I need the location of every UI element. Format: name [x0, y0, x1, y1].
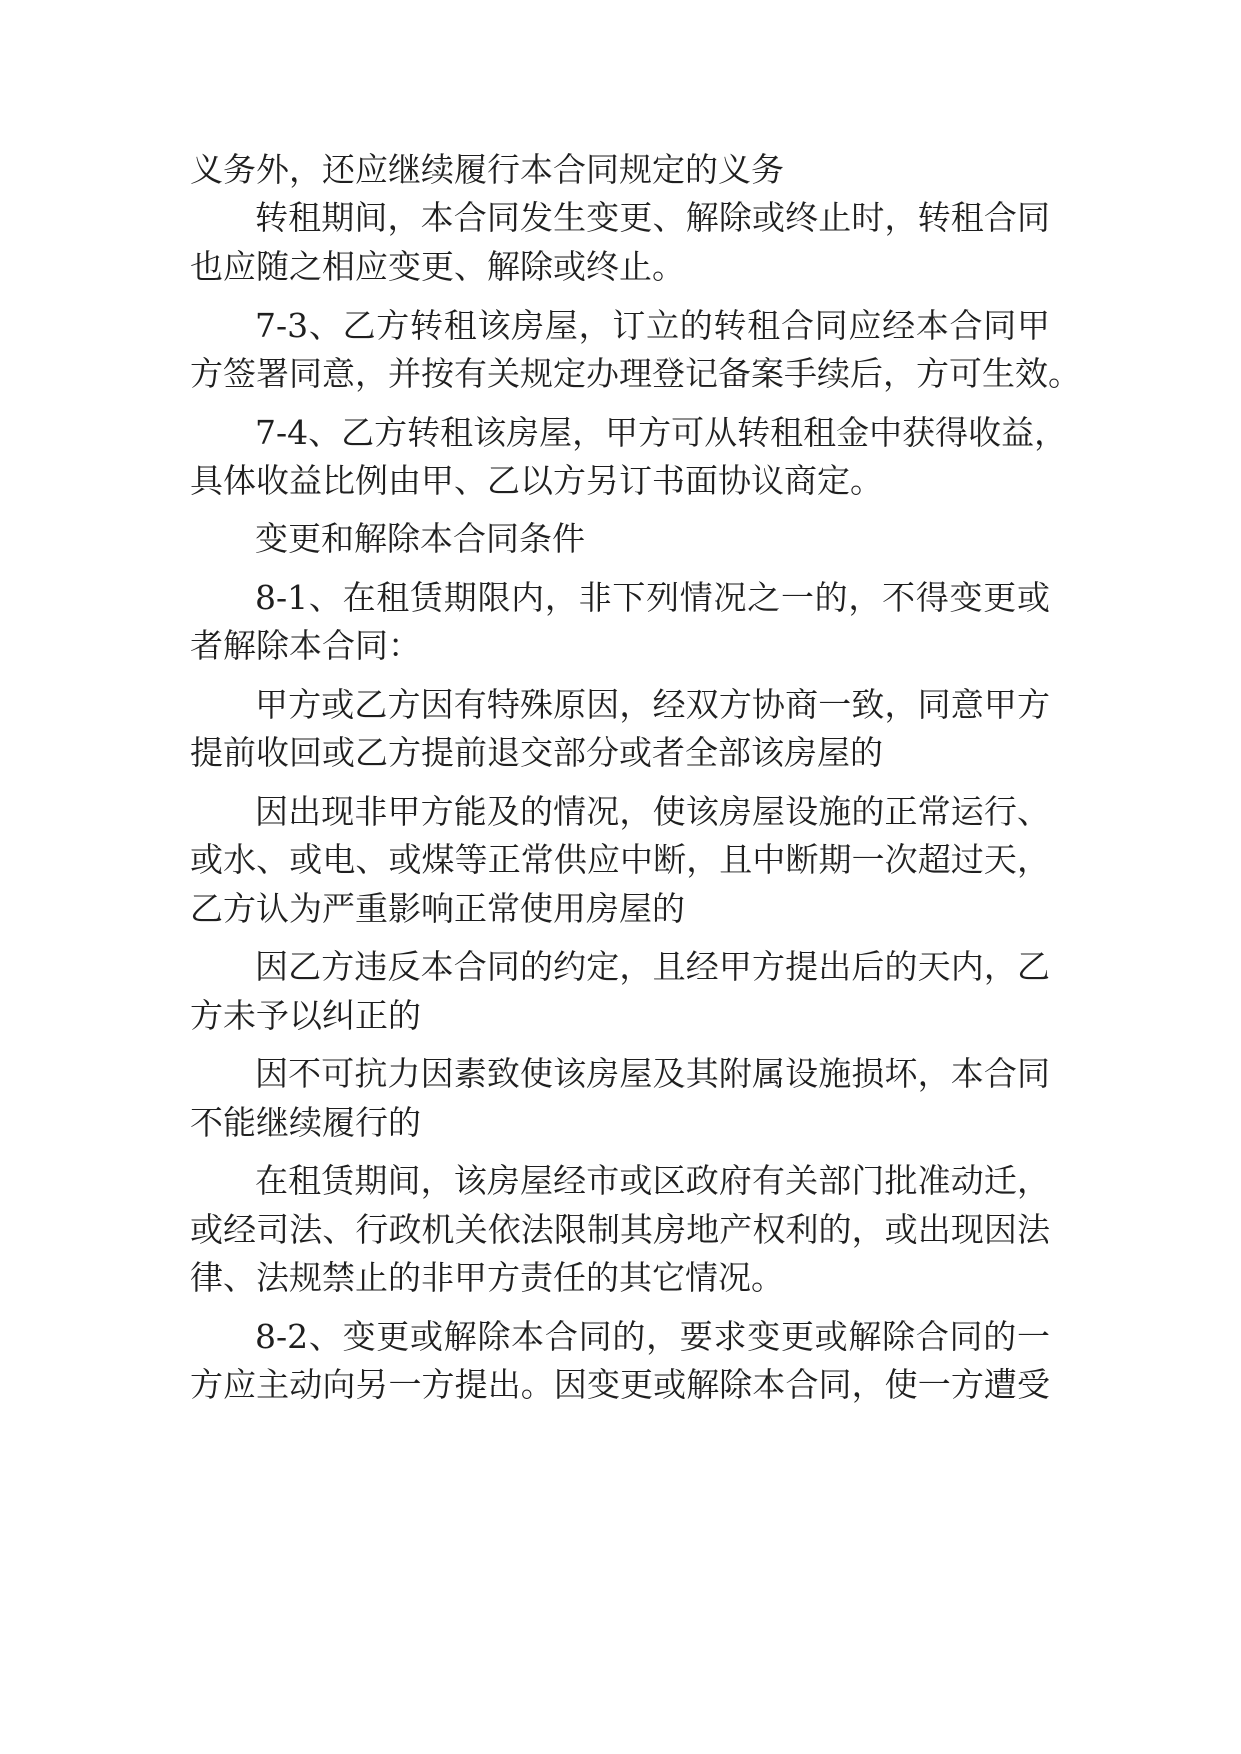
text-line: 在租赁期间，该房屋经市或区政府有关部门批准动迁， — [255, 1161, 1050, 1200]
text-line: 律、法规禁止的非甲方责任的其它情况。 — [190, 1258, 784, 1297]
text-line: 或水、或电、或煤等正常供应中断，且中断期一次超过天， — [190, 840, 1050, 879]
section-heading: 变更和解除本合同条件 — [255, 519, 585, 558]
text-line: 因出现非甲方能及的情况，使该房屋设施的正常运行、 — [255, 792, 1050, 831]
text-line: 不能继续履行的 — [190, 1103, 421, 1142]
text-line: 8-1、在租赁期限内，非下列情况之一的，不得变更或 — [255, 578, 1050, 617]
text-line: 或经司法、行政机关依法限制其房地产权利的，或出现因法 — [190, 1210, 1050, 1249]
text-line: 甲方或乙方因有特殊原因，经双方协商一致，同意甲方 — [255, 685, 1050, 724]
text-line: 7-4、乙方转租该房屋，甲方可从转租租金中获得收益， — [255, 413, 1068, 452]
text-line: 8-2、变更或解除本合同的，要求变更或解除合同的一 — [255, 1317, 1050, 1356]
text-line: 因乙方违反本合同的约定，且经甲方提出后的天内，乙 — [255, 947, 1050, 986]
text-line: 提前收回或乙方提前退交部分或者全部该房屋的 — [190, 733, 883, 772]
text-line: 也应随之相应变更、解除或终止。 — [190, 247, 685, 286]
text-line: 因不可抗力因素致使该房屋及其附属设施损坏，本合同 — [255, 1054, 1050, 1093]
text-line: 者解除本合同： — [190, 626, 421, 665]
text-line: 具体收益比例由甲、乙以方另订书面协议商定。 — [190, 461, 883, 500]
text-line: 7-3、乙方转租该房屋，订立的转租合同应经本合同甲 — [255, 306, 1050, 345]
text-line: 义务外，还应继续履行本合同规定的义务 — [190, 150, 784, 189]
text-line: 方应主动向另一方提出。因变更或解除本合同，使一方遭受 — [190, 1365, 1050, 1404]
text-line: 方未予以纠正的 — [190, 996, 421, 1035]
text-line: 乙方认为严重影响正常使用房屋的 — [190, 889, 685, 928]
text-line: 转租期间，本合同发生变更、解除或终止时，转租合同 — [255, 198, 1050, 237]
text-line: 方签署同意，并按有关规定办理登记备案手续后，方可生效。 — [190, 354, 1081, 393]
